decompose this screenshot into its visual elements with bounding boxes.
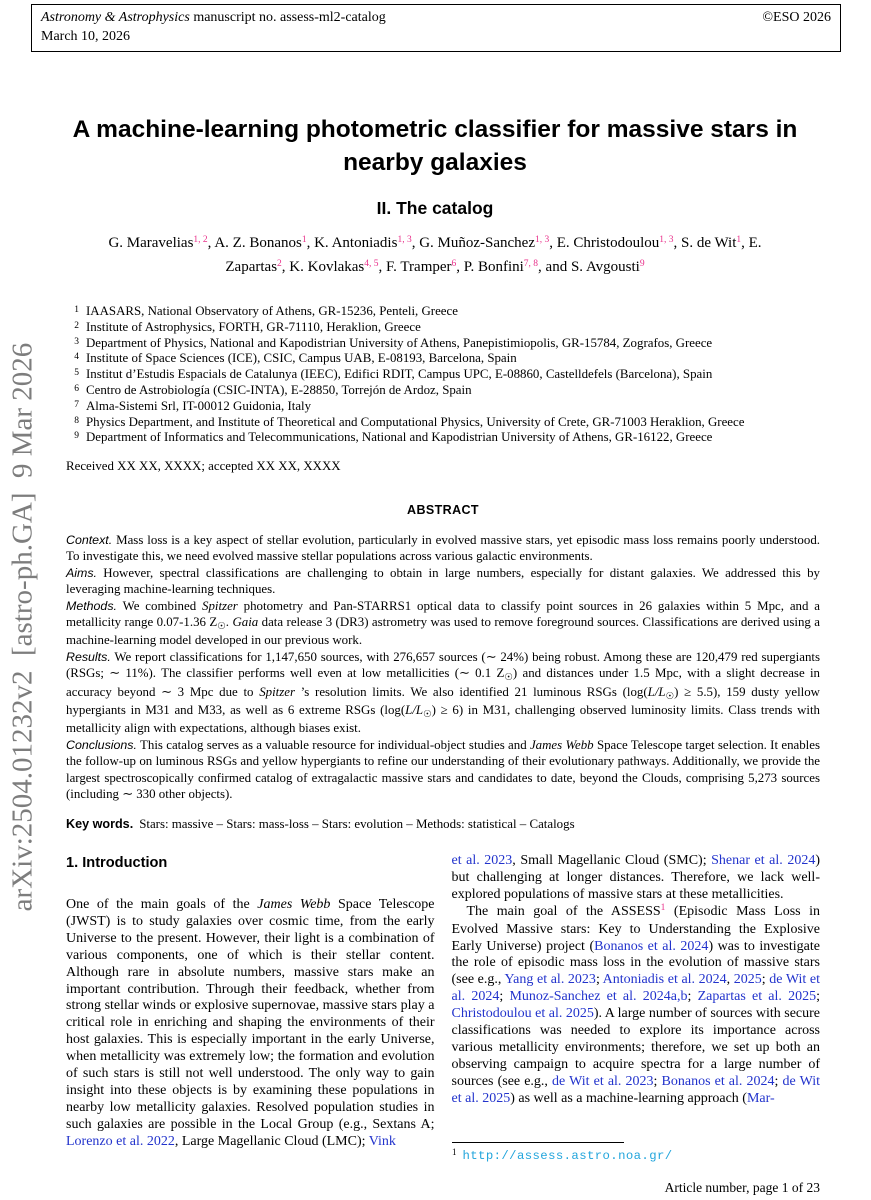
affiliation-text: Alma-Sistemi Srl, IT-00012 Guidonia, Italy bbox=[86, 398, 312, 413]
citation-link[interactable]: Vink bbox=[368, 1133, 396, 1149]
left-column bbox=[66, 853, 435, 1151]
text-segment: Space Telescope (JWST) is to study galaxies over cosmic time, from the early Universe to the present. However, their light is a combination of various components, one of which is their stellar content. Although rare in absolute numbers, massive stars make an important contribution. Through their feedback, whether from strong stellar winds or explosive supernovae, massive stars play a critical role in enriching and shaping the environments of their host galaxies. This is especially important in the early Universe, when metallicity was extremely low; the formation and evolution of such stars is still not well understood. The only way to gain insight into these objects is by examining these populations in nearby low metallicity galaxies. Resolved population studies in such galaxies are possible in the Local Group (e.g., Sextans A; bbox=[66, 897, 435, 1132]
text-segment: Mass loss is a key aspect of stellar evolution, particularly in evolved massive stars, yet episodic mass loss remains poorly understood. To investigate this, we need evolved massive stellar populations across various galactic environments. bbox=[66, 533, 820, 564]
text-segment: ’s resolution limits. We also identified 21 luminous RSGs (log( bbox=[295, 684, 648, 699]
footnote-ref[interactable]: 1, 3 bbox=[534, 235, 550, 245]
citation-link[interactable]: Lorenzo et al. 2022 bbox=[66, 1133, 175, 1149]
affiliation-text: Centro de Astrobiología (CSIC-INTA), E-28850, Torrejón de Ardoz, Spain bbox=[86, 382, 472, 397]
text-segment: Gaia bbox=[232, 615, 259, 630]
affiliation-item bbox=[66, 336, 820, 352]
abstract-section-label: Aims. bbox=[66, 565, 97, 580]
affiliation-number: 1 bbox=[74, 305, 79, 315]
affiliation-item bbox=[66, 430, 820, 446]
citation-link[interactable]: de Wit et al. 2025 bbox=[451, 1073, 821, 1106]
citation-link[interactable]: Bonanos et al. 2024 bbox=[661, 1073, 775, 1089]
affiliation-text: IAASARS, National Observatory of Athens, GR-15236, Penteli, Greece bbox=[86, 304, 458, 318]
text-segment: , A. Z. Bonanos bbox=[207, 235, 302, 251]
journal-name: Astronomy & Astrophysics bbox=[41, 10, 190, 25]
text-segment: (Episodic Mass Loss in Evolved Massive stars: Key to Understanding the Explosive Early Universe) project ( bbox=[451, 903, 820, 954]
keywords-line bbox=[66, 816, 820, 832]
abstract-section bbox=[66, 598, 820, 649]
citation-link[interactable]: Bonanos et al. 2024 bbox=[594, 938, 709, 954]
citation-link[interactable]: Munoz-Sanchez et al. 2024a,b bbox=[509, 989, 688, 1005]
affiliation-number: 2 bbox=[74, 320, 79, 331]
left-column-paragraphs bbox=[66, 897, 435, 1151]
text-segment: ; bbox=[761, 972, 770, 988]
abstract-heading: ABSTRACT bbox=[407, 503, 479, 517]
footnote-ref[interactable]: 9 bbox=[639, 259, 645, 269]
text-segment: ; bbox=[595, 972, 603, 988]
text-segment: ). A large number of sources with secure classifications was needed to explore its importance across various metallicity environments; therefore, we set up both an observing campaign to acquire spectra for a large number of sources (see e.g., bbox=[451, 1006, 820, 1089]
footnote-ref[interactable]: 1 bbox=[736, 235, 742, 245]
citation-link[interactable]: Mar- bbox=[746, 1090, 775, 1106]
copyright-notice: ©ESO 2026 bbox=[762, 10, 831, 25]
affiliation-number: 6 bbox=[74, 383, 79, 394]
affiliation-text: Department of Informatics and Telecommunications, National and Kapodistrian University of Athens, GR-16122, Greece bbox=[86, 430, 713, 445]
keywords-label: Key words. bbox=[66, 816, 134, 831]
text-segment: ; bbox=[499, 989, 510, 1005]
abstract-section-label: Results. bbox=[66, 649, 111, 664]
abstract bbox=[66, 503, 820, 832]
affiliation-text: Institute of Space Sciences (ICE), CSIC, Campus UAB, E-08193, Barcelona, Spain bbox=[86, 351, 517, 366]
text-segment: ) as well as a machine-learning approach ( bbox=[510, 1090, 747, 1106]
text-segment: , S. de Wit bbox=[673, 235, 737, 251]
footnote-ref[interactable]: 1 bbox=[301, 235, 307, 245]
text-segment: ) was to investigate the role of episodic mass loss in the evolution of massive stars (see e.g., bbox=[451, 938, 820, 988]
text-segment: However, spectral classifications are challenging to obtain in large numbers, especially for distant galaxies. We addressed this by leveraging machine-learning techniques. bbox=[66, 565, 820, 597]
paper-subtitle: II. The catalog bbox=[376, 198, 494, 218]
footnote bbox=[452, 1142, 821, 1163]
abstract-section bbox=[66, 532, 820, 565]
text-segment: , P. Bonfini bbox=[456, 259, 524, 275]
text-segment: We combined bbox=[116, 598, 202, 613]
affiliation-list bbox=[66, 304, 820, 446]
manuscript-line bbox=[41, 9, 386, 28]
author-list bbox=[40, 232, 830, 280]
manuscript-no: manuscript no. assess-ml2-catalog bbox=[189, 10, 386, 25]
text-segment: ; bbox=[687, 989, 698, 1005]
abstract-section-label: Methods. bbox=[66, 598, 117, 613]
affiliation-number: 3 bbox=[74, 336, 79, 347]
text-segment: ; bbox=[774, 1073, 783, 1089]
right-column bbox=[452, 853, 821, 1151]
text-segment: Spitzer bbox=[202, 598, 238, 613]
citation-link[interactable]: Zapartas et al. 2025 bbox=[697, 989, 817, 1005]
text-segment: ) and distances under 1.5 Mpc, with a slight decrease in accuracy beyond ∼ 3 Mpc due to bbox=[66, 666, 820, 699]
footnote-marker: 1 bbox=[452, 1147, 457, 1157]
text-segment: . bbox=[225, 615, 233, 630]
footnote-ref[interactable]: 2 bbox=[277, 259, 282, 269]
text-segment: ☉ bbox=[504, 673, 513, 684]
citation-link[interactable]: Christodoulou et al. 2025 bbox=[451, 1006, 594, 1022]
affiliation-number: 7 bbox=[74, 399, 79, 410]
affiliation-text: Department of Physics, National and Kapodistrian University of Athens, Panepistimiopolis, GR-15784, Zografos, Greece bbox=[86, 335, 713, 350]
footnote-ref[interactable]: 1, 3 bbox=[659, 235, 674, 245]
text-segment: ) ≥ 6) in M31, challenging observed luminosity limits. Class trends with metallicity align with expectations, although biases exist. bbox=[66, 703, 821, 736]
affiliation-item bbox=[66, 304, 820, 320]
body-columns bbox=[66, 853, 820, 1151]
text-segment: L/L bbox=[647, 684, 666, 699]
text-segment: data release 3 (DR3) astrometry was used to remove foreground sources. Classifications are derived using a machine-learning model developed in our previous work. bbox=[66, 615, 820, 648]
text-segment: We report classifications for 1,147,650 sources, with 276,657 sources (∼ 24%) being robust. Among these are 120,479 red supergiants (RSGs; ∼ 11%). The classifier performs well even at low metallicities (∼ 0.1 Z bbox=[66, 649, 820, 681]
citation-link[interactable]: Shenar et al. 2024 bbox=[711, 853, 816, 868]
text-segment: ☉ bbox=[423, 710, 432, 721]
affiliation-number: 9 bbox=[74, 431, 79, 442]
text-segment: One of the main goals of the bbox=[66, 897, 258, 912]
url-link[interactable]: http://assess.astro.noa.gr/ bbox=[462, 1149, 673, 1163]
header-left bbox=[41, 9, 386, 46]
text-segment: ) but challenging at longer distances. Therefore, we lack well-explored populations of massive stars at these metallicities. bbox=[451, 853, 820, 902]
text-segment: James Webb bbox=[257, 897, 331, 912]
text-segment: , and S. Avgousti bbox=[538, 259, 640, 275]
text-segment: , Large Magellanic Cloud (LMC); bbox=[174, 1133, 369, 1149]
paper-title-line2: nearby galaxies bbox=[343, 149, 527, 176]
footnote-ref[interactable]: 1, 3 bbox=[397, 235, 412, 245]
text-segment: , F. Tramper bbox=[378, 259, 452, 275]
citation-link[interactable]: et al. 2023 bbox=[451, 853, 513, 868]
text-segment: ; bbox=[816, 989, 821, 1005]
body-paragraph bbox=[452, 853, 821, 904]
abstract-sections bbox=[66, 532, 820, 803]
paper-title-line1: A machine-learning photometric classifier for massive stars in bbox=[72, 116, 798, 143]
text-segment: Spitzer bbox=[259, 684, 296, 699]
text-segment: , K. Kovlakas bbox=[281, 259, 365, 275]
affiliation-item bbox=[66, 383, 820, 399]
footnote-ref[interactable]: 6 bbox=[451, 259, 457, 269]
received-line: Received XX XX, XXXX; accepted XX XX, XXXX bbox=[66, 459, 341, 473]
text-segment: Space Telescope target selection. It enables the follow-up on luminous RSGs and yellow hypergiants to refine our understanding of their evolutionary pathways. Additionally, we provide the largest spectroscopically confirmed catalog of extragalactic massive stars and candidates to date, beyond the Clouds, comprising 5,273 sources (including ∼ 330 other objects). bbox=[66, 737, 821, 802]
text-segment: ; bbox=[653, 1073, 662, 1089]
citation-link[interactable]: Antoniadis et al. 2024 bbox=[602, 972, 727, 988]
affiliation-number: 8 bbox=[74, 415, 79, 426]
text-segment: ☉ bbox=[665, 691, 675, 702]
text-segment: James Webb bbox=[529, 737, 594, 752]
arxiv-stamp: arXiv:2504.01232v2 [astro-ph.GA] 9 Mar 2026 bbox=[6, 342, 39, 912]
text-segment: , G. Muñoz-Sanchez bbox=[411, 235, 535, 251]
affiliation-item bbox=[66, 367, 820, 383]
affiliation-text: Institut d’Estudis Espacials de Catalunya (IEEC), Edifici RDIT, Campus UPC, E-08860, Castelldefels (Barcelona), Spain bbox=[86, 367, 713, 382]
text-segment: ) ≥ 5.5), 159 dusty yellow hypergiants in M31 and M33, as well as 6 extreme RSGs (log( bbox=[66, 684, 820, 718]
right-column-paragraphs bbox=[452, 853, 821, 1108]
citation-link[interactable]: de Wit et al. 2023 bbox=[552, 1073, 654, 1089]
affiliation-item bbox=[66, 320, 820, 336]
text-segment: Zapartas bbox=[225, 259, 278, 275]
body-paragraph bbox=[452, 904, 821, 1108]
footnote-ref[interactable]: 1 bbox=[660, 902, 666, 913]
text-segment: G. Maravelias bbox=[108, 235, 194, 251]
citation-link[interactable]: 2025 bbox=[733, 972, 762, 988]
keywords-text: Stars: massive – Stars: mass-loss – Stars: evolution – Methods: statistical – Catalogs bbox=[139, 816, 575, 831]
citation-link[interactable]: de Wit et al. 2024 bbox=[451, 972, 821, 1005]
text-segment: photometry and Pan-STARRS1 optical data to classify point sources in 26 galaxies within 5 Mpc, and a metallicity range 0.07-1.36 Z bbox=[66, 598, 821, 630]
text-segment: , E. bbox=[741, 235, 762, 251]
author-line bbox=[40, 256, 830, 280]
text-segment: , K. Antoniadis bbox=[306, 235, 398, 251]
affiliation-text: Physics Department, and Institute of Theoretical and Computational Physics, University of Crete, GR-71003 Heraklion, Greece bbox=[86, 414, 745, 429]
running-header bbox=[31, 4, 841, 52]
affiliation-number: 4 bbox=[74, 352, 79, 363]
header-date: March 10, 2026 bbox=[41, 28, 131, 44]
footnote-ref[interactable]: 1, 2 bbox=[193, 235, 208, 245]
citation-link[interactable]: Yang et al. 2023 bbox=[504, 972, 596, 988]
text-segment: , bbox=[726, 972, 734, 988]
affiliation-item bbox=[66, 415, 820, 431]
section-heading-introduction: 1. Introduction bbox=[66, 855, 168, 871]
text-segment: The main goal of the ASSESS bbox=[466, 903, 661, 919]
abstract-section bbox=[66, 565, 820, 598]
abstract-section bbox=[66, 649, 820, 737]
author-line bbox=[40, 232, 830, 256]
text-segment: This catalog serves as a valuable resource for individual-object studies and bbox=[136, 737, 530, 752]
abstract-section-label: Context. bbox=[66, 533, 113, 547]
text-segment: , E. Christodoulou bbox=[549, 235, 660, 251]
footnote-ref[interactable]: 4, 5 bbox=[364, 259, 379, 269]
text-segment: , Small Magellanic Cloud (SMC); bbox=[512, 853, 712, 868]
page-footer: Article number, page 1 of 23 bbox=[664, 1180, 820, 1195]
text-segment: ☉ bbox=[217, 622, 226, 633]
abstract-section-label: Conclusions. bbox=[66, 737, 137, 752]
affiliation-item bbox=[66, 351, 820, 367]
affiliation-text: Institute of Astrophysics, FORTH, GR-71110, Heraklion, Greece bbox=[86, 319, 421, 334]
paper-title bbox=[65, 113, 805, 179]
footnote-ref[interactable]: 7, 8 bbox=[523, 259, 539, 269]
text-segment: L/L bbox=[405, 703, 424, 718]
footnote-rule bbox=[452, 1142, 624, 1143]
footnote-line bbox=[452, 1148, 821, 1163]
affiliation-item bbox=[66, 399, 820, 415]
body-paragraph bbox=[66, 897, 435, 1151]
affiliation-number: 5 bbox=[74, 368, 79, 379]
abstract-section bbox=[66, 737, 820, 803]
